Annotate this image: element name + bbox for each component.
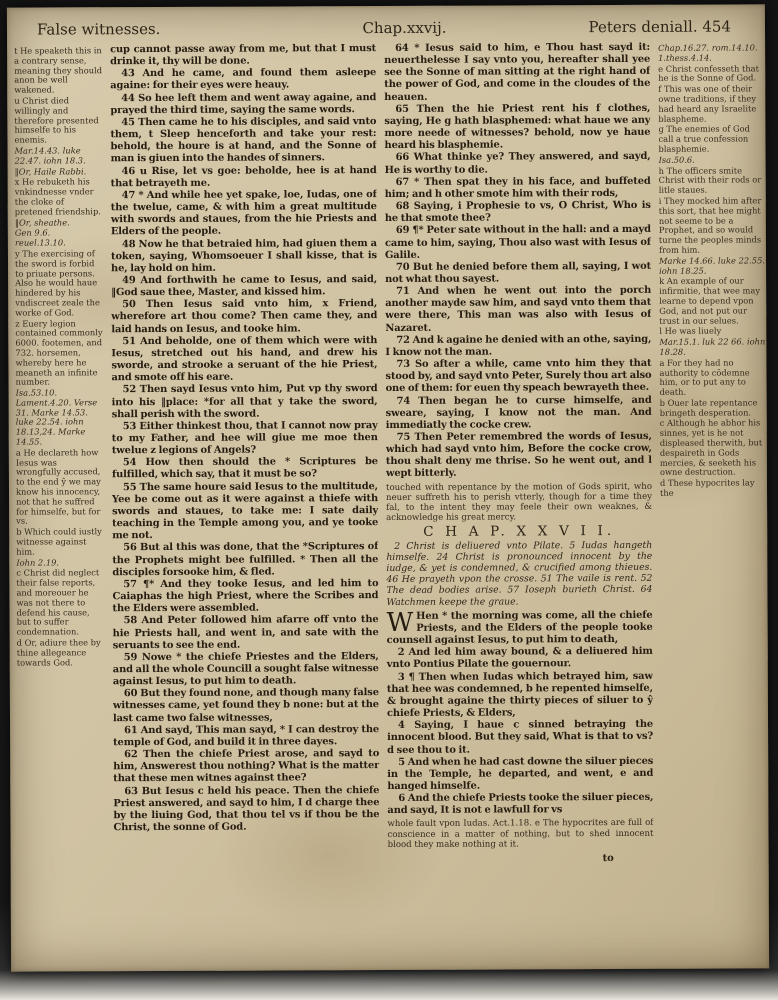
verse-paragraph: 56 But al this was done, that the *Scriptures of the Prophets might bee fulfilled. * Then all the disciples forsooke him, & fled. — [112, 541, 379, 578]
margin-note: Mar.15.1. luk 22 66. iohn 18.28. — [659, 336, 766, 357]
verse-paragraph: 68 Saying, i Prophesie to vs, O Christ, Who is he that smote thee? — [384, 199, 651, 225]
margin-note-continuation: touched with repentance by the motion of Gods spirit, who neuer suffreth his to perish vtterly, though for a time they fal, to the intent they may feele their own weaknes, & acknowledge his great mercy. — [385, 481, 653, 524]
verse-paragraph: 45 Then came he to his disciples, and said vnto them, t Sleep henceforth and take your rest: behold, the houre is at hand, and the Sonne of man is giuen into the handes of sinners. — [110, 115, 377, 165]
chapter-heading: C H A P. X X V I I. — [423, 523, 616, 541]
right-column-verses-top — [384, 42, 652, 481]
verse-paragraph: 4 Saying, I haue c sinned betraying the innocent blood. But they said, What is that to vs? d see thou to it. — [387, 719, 654, 756]
margin-note: b Ouer late repentance bringeth desperation. — [659, 397, 758, 418]
margin-note: t He speaketh this in a contrary sense, meaning they should anon be well wakened. — [14, 45, 103, 95]
drop-cap-initial: W — [386, 607, 414, 638]
verse-text: Hen * the morning was come, all the chiefe Priests, and the Elders of the people tooke counsell against Iesus, to put him to death, — [386, 609, 653, 647]
verse-paragraph: 55 The same houre said Iesus to the multitude, Yee be come out as it were against a thiefe with swords and staues, to take me: I sate daily teaching in the Temple among you, and ye tooke me not. — [112, 480, 379, 542]
verse-paragraph: 46 u Rise, let vs goe: beholde, hee is at hand that betrayeth me. — [110, 164, 377, 189]
margin-note: c Christ did neglect their false reports, and moreouer he was not there to defend his cause, but to suffer condemnation. — [16, 567, 100, 637]
margin-note: Isa.53.10. Lament.4.20. Verse 31. Marke 14.53. luke 22.54. iohn 18.13,24. Marke 14.55. — [15, 387, 98, 447]
verse-paragraph: 65 Then the hie Priest rent his f clothes, saying, He g hath blasphemed: what haue we any more neede of witnesses? behold, now ye haue heard his blasphemie. — [384, 102, 651, 152]
verse-paragraph: 2 And led him away bound, & a deliuered him vnto Pontius Pilate the gouernour. — [386, 646, 653, 671]
margin-note: ‖Or, sheathe. — [14, 216, 70, 228]
verse-paragraph: 47 * And while hee yet spake, loe, Iudas, one of the twelue, came, & with him a great multitude with swords and staues, from the hie Priests and Elders of the people. — [110, 188, 377, 238]
right-margin-notes — [658, 41, 768, 959]
margin-note: i They mocked him after this sort, that hee might not seeme to be a Prophet, and so would turne the peoples minds from him. — [658, 195, 762, 255]
margin-note: d These hypocrites lay the — [659, 477, 755, 498]
margin-note: b Which could iustly witnesse against him. — [16, 526, 102, 557]
margin-note: Chap.16.27. rom.14.10. 1.thess.4.14. — [658, 42, 758, 63]
left-margin-notes — [14, 44, 106, 962]
margin-note: y The exercising of the sword is forbid to priuate persons. Also he would haue hindered by his vndiscreet zeale the worke of God. — [14, 248, 100, 318]
verse-paragraph: 74 Then began he to curse himselfe, and sweare, saying, I know not the man. And immediatly the cocke crew. — [385, 394, 652, 431]
verse-paragraph: 48 Now he that betraied him, had giuen them a token, saying, Whomsoeuer I shall kisse, that is he, lay hold on him. — [110, 237, 378, 275]
verse-paragraph: 50 Then Iesus said vnto him, x Friend, wherefore art thou come? Then came they, and laid hands on Iesus, and tooke him. — [111, 298, 378, 335]
verse-paragraph: 54 How then should the * Scriptures be fulfilled, which say, that it must be so? — [111, 456, 378, 481]
margin-note: Iohn 2.19. — [16, 557, 60, 568]
margin-note: l He was liuely — [659, 325, 722, 337]
verse-paragraph: 66 What thinke ye? They answered, and sayd, He is worthy to die. — [384, 151, 651, 176]
margin-note: a He declareth how Iesus was wrongfully accused, to the end ŷ we may know his innocency, not that he suffred for himselfe, but for vs. — [15, 447, 101, 527]
verse-paragraph: 70 But he denied before them all, saying, I wot not what thou sayest. — [385, 260, 652, 285]
verse-paragraph: 51 And beholde, one of them which were with Iesus, stretched out his hand, and drew his sworde, and strooke a seruant of the hie Priest, and smote off his eare. — [111, 334, 378, 384]
verse-paragraph: 53 Either thinkest thou, that I cannot now pray to my Father, and hee will giue me moe then twelue z legions of Angels? — [111, 419, 378, 457]
verse-paragraph: 49 And forthwith he came to Iesus, and said, ‖God saue thee, Master, and kissed him. — [111, 274, 378, 299]
running-header-center: Chap.xxvij. — [362, 18, 447, 38]
margin-note: e Christ confesseth that he is the Sonne of God. — [658, 62, 759, 84]
verse-paragraph: 72 And k againe he denied with an othe, saying, I know not the man. — [385, 333, 652, 358]
verse-paragraph: 3 ¶ Then when Iudas which betrayed him, saw that hee was condemned, b he repented himselfe, & brought againe the thirty pieces of siluer to ŷ chiefe Priests, & Elders, — [386, 670, 653, 720]
verse-paragraph: 6 And the chiefe Priests tooke the siluer pieces, and sayd, It is not e lawfull for vs — [387, 792, 654, 817]
margin-note: Mar.14.43. luke 22.47. iohn 18.3. — [14, 145, 86, 166]
verse-paragraph: 67 * Then spat they in his face, and buffeted him; and h other smote him with their rods, — [384, 175, 651, 200]
margin-note: x He rebuketh his vnkindnesse vnder the cloke of pretened friendship. — [14, 176, 101, 217]
verse-paragraph: 57 ¶* And they tooke Iesus, and led him to Caiaphas the high Priest, where the Scribes and the Elders were assembled. — [112, 577, 379, 615]
verse-paragraph: 59 Nowe * the chiefe Priestes and the Elders, and all the whole Councill a sought false witnesse against Iesus, to put him to death. — [112, 650, 379, 688]
margin-note: g The enemies of God call a true confession blasphemie. — [658, 123, 750, 154]
verse-paragraph: 69 ¶* Peter sate without in the hall: and a mayd came to him, saying, Thou also wast with Iesus of Galile. — [384, 224, 651, 261]
margin-note: Marke 14.66. luke 22.55. iohn 18.25. — [658, 255, 766, 276]
left-text-column — [110, 43, 380, 962]
right-column-verses-bottom — [387, 646, 654, 817]
margin-note: z Euery legion contained commonly 6000. footemen, and 732. horsemen, whereby here he meaneth an infinite number. — [15, 317, 103, 387]
margin-note: d Or, adiure thee by thine allegeance towards God. — [16, 637, 101, 668]
verse-paragraph: 58 And Peter followed him afarre off vnto the hie Priests hall, and went in, and sate with the seruants to see the end. — [112, 614, 379, 651]
verse-paragraph: 60 But they found none, and though many false witnesses came, yet found they b none: but at the last came two false witnesses, — [112, 687, 379, 724]
margin-note: c Although he abhor his sinnes, yet is he not displeased therwith, but despaireth in Gods mercies, & seeketh his owne destruction. — [659, 417, 763, 478]
bottom-note-continuation: whole fault vpon Iudas. Act.1.18. e The hypocrites are full of conscience in a matter of nothing, but to shed innocent blood they make nothing at it. — [387, 818, 654, 850]
paper-sheet — [7, 4, 769, 971]
margin-note: u Christ died willingly and therefore presented himselfe to his enemis. — [14, 95, 99, 145]
verse-paragraph: 62 Then the chiefe Priest arose, and sayd to him, Answerest thou nothing? What is the matter that these men witnes against thee? — [113, 748, 380, 785]
chapter-argument: 2 Christ is deliuered vnto Pilate. 5 Iudas hangeth himselfe. 24 Christ is pronounced innocent by the iudge, & yet is condemned, & crucified among thieues. 46 He prayeth vpon the crosse. 51 The vaile is rent. 52 The dead bodies arise. 57 Ioseph burieth Christ. 64 Watchmen keepe the graue. — [386, 539, 653, 608]
margin-note: a For they had no authority to cōdemne him, or to put any to death. — [659, 357, 750, 397]
running-header — [7, 4, 765, 42]
verse-paragraph: 5 And when he had cast downe the siluer pieces in the Temple, he departed, and went, e and hanged himselfe. — [387, 755, 654, 793]
margin-note: Gen 9.6. reuel.13.10. — [14, 227, 66, 248]
margin-note: k An example of our infirmitie, that wee may learne to depend vpon God, and not put our trust in our selues. — [659, 275, 761, 326]
verse-paragraph: 64 * Iesus said to him, e Thou hast sayd it: neuerthelesse I say vnto you, hereafter shall yee see the Sonne of man sitting at the right hand of the power of God, and come in the cloudes of the heauen. — [384, 41, 651, 103]
margin-note: h The officers smite Christ with their rods or litle staues. — [658, 165, 762, 195]
margin-note: ‖Or, Haile Rabbi. — [14, 165, 87, 177]
running-header-left: False witnesses. — [36, 19, 161, 39]
verse-paragraph: 63 But Iesus c held his peace. Then the chiefe Priest answered, and sayd to him, I d charge thee by the liuing God, that thou tel vs if thou be the Christ, the sonne of God. — [113, 784, 380, 834]
margin-note: Isa.50.6. — [658, 154, 695, 165]
right-text-column — [384, 42, 654, 961]
verse-paragraph: 75 Then Peter remembred the words of Iesus, which had sayd vnto him, Before the cocke crow, thou shalt deny me thrise. So he went out, and l wept bitterly. — [385, 430, 652, 480]
verse-paragraph — [386, 607, 653, 648]
verse-paragraph: 52 Then sayd Iesus vnto him, Put vp thy sword into his ‖place: *for all that y take the sword, shall perish with the sword. — [111, 383, 378, 420]
verse-paragraph: cup cannot passe away from me, but that I must drinke it, thy will be done. — [110, 43, 377, 68]
catchword: to — [602, 853, 614, 865]
verse-paragraph: 73 So after a while, came vnto him they that stood by, and sayd vnto Peter, Surely thou art also one of them: for euen thy speach bewrayeth thee. — [385, 357, 652, 395]
page-body — [7, 39, 769, 962]
running-header-right-pagenumber: Peters deniall. 454 — [588, 17, 732, 37]
verse-paragraph: 61 And sayd, This man sayd, * I can destroy the temple of God, and build it in three dayes. — [113, 723, 380, 749]
verse-paragraph: 44 So hee left them and went away againe, and prayed the third time, saying the same words. — [110, 91, 377, 116]
verse-paragraph: 43 And he came, and found them asleepe againe: for their eyes were heauy. — [110, 67, 377, 92]
margin-note: f This was one of their owne traditions, if they had heard any Israelite blaspheme. — [658, 83, 757, 124]
verse-paragraph: 71 And when he went out into the porch another mayde saw him, and sayd vnto them that were there, This man was also with Iesus of Nazaret. — [385, 284, 652, 334]
